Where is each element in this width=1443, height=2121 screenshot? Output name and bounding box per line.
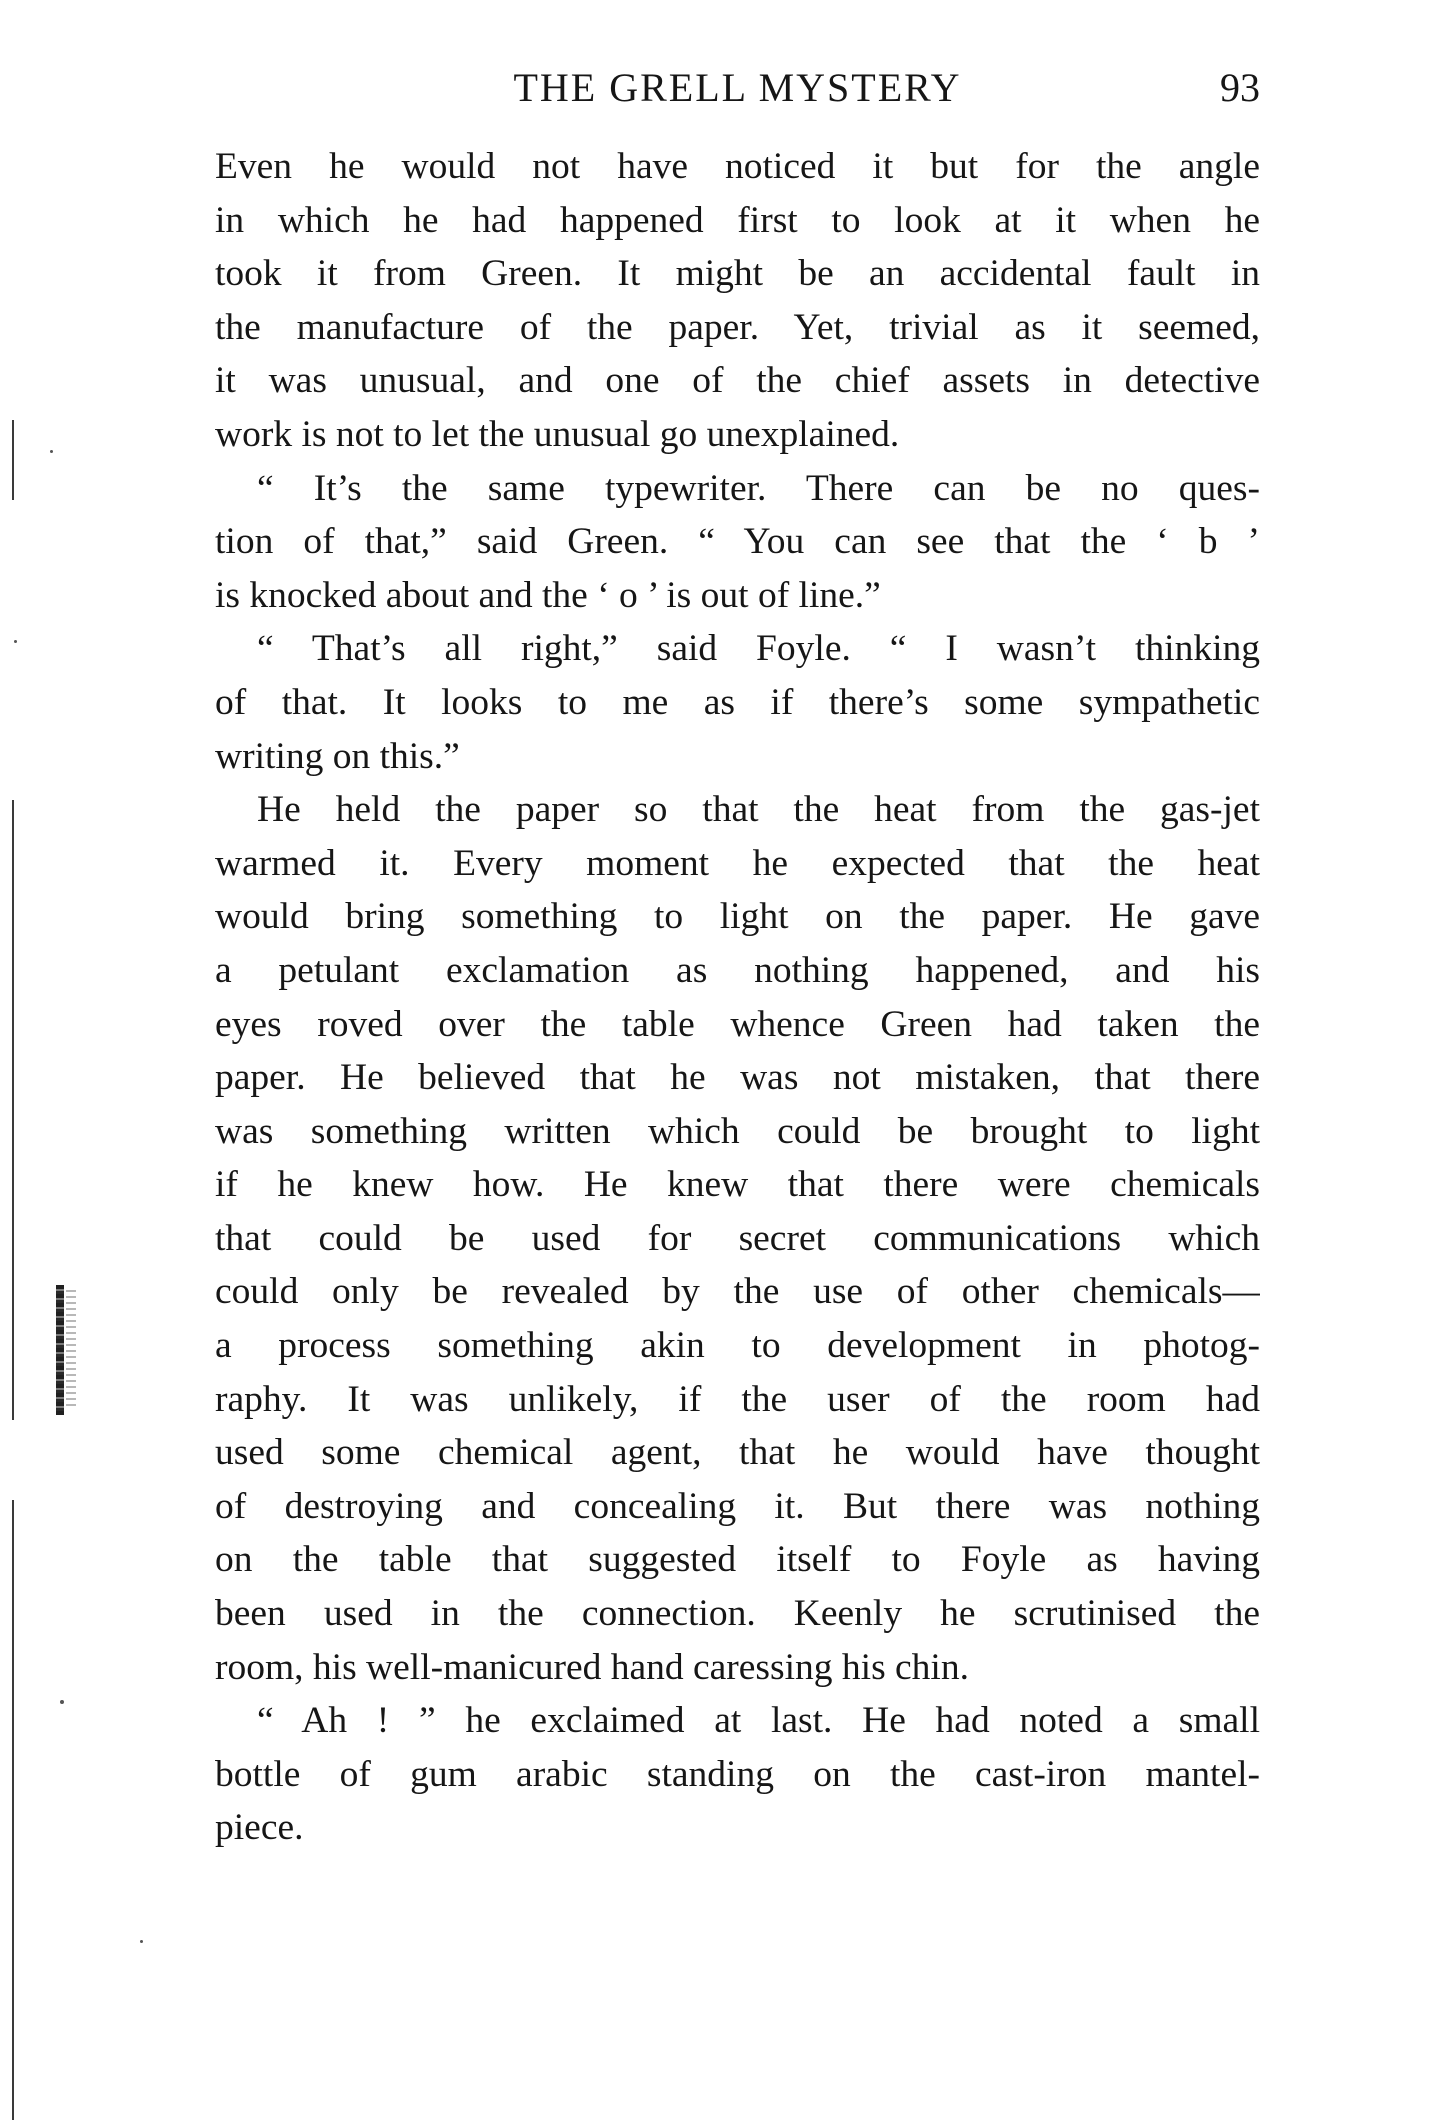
text-line: was something written which could be brought to light [215, 1110, 1260, 1152]
scan-artifact-mark [66, 1290, 76, 1410]
gutter-speck [60, 1700, 64, 1704]
running-title: THE GRELL MYSTERY [513, 65, 962, 110]
gutter-rule [12, 420, 14, 500]
text-line: room, his well-manicured hand caressing his chin. [215, 1646, 969, 1688]
gutter-speck [14, 640, 17, 643]
text-line: “ Ah ! ” he exclaimed at last. He had noted a small [257, 1700, 1260, 1742]
text-line: of that. It looks to me as if there’s some sympathetic [215, 681, 1260, 723]
text-line: “ It’s the same typewriter. There can be no ques- [257, 467, 1260, 509]
gutter-speck [50, 450, 53, 453]
gutter-speck [140, 1940, 143, 1943]
text-line: a process something akin to development in photog- [215, 1325, 1260, 1367]
gutter-rule [12, 800, 14, 1420]
scanned-gutter-margin [0, 0, 120, 2121]
running-head [215, 58, 1260, 118]
text-line: tion of that,” said Green. “ You can see that the ‘ b ’ [215, 521, 1260, 563]
text-line: paper. He believed that he was not mistaken, that there [215, 1057, 1260, 1099]
text-line: been used in the connection. Keenly he scrutinised the [215, 1593, 1260, 1635]
scan-artifact-mark [56, 1285, 64, 1415]
text-line: it was unusual, and one of the chief assets in detective [215, 360, 1260, 402]
body-text [215, 140, 1260, 1855]
text-line: “ That’s all right,” said Foyle. “ I wasn’t thinking [257, 628, 1260, 670]
text-line: used some chemical agent, that he would have thought [215, 1432, 1260, 1474]
text-line: could only be revealed by the use of other chemicals— [215, 1271, 1260, 1313]
text-line: bottle of gum arabic standing on the cast-iron mantel- [215, 1753, 1260, 1795]
text-line: warmed it. Every moment he expected that the heat [215, 842, 1260, 884]
text-line: took it from Green. It might be an accidental fault in [215, 253, 1260, 295]
text-line: would bring something to light on the paper. He gave [215, 896, 1260, 938]
text-line: if he knew how. He knew that there were chemicals [215, 1164, 1260, 1206]
page-number: 93 [1220, 65, 1260, 110]
gutter-rule [12, 1500, 14, 2120]
text-line: is knocked about and the ‘ o ’ is out of line.” [215, 574, 881, 616]
text-line: the manufacture of the paper. Yet, trivial as it seemed, [215, 306, 1260, 348]
text-line: He held the paper so that the heat from the gas-jet [257, 789, 1260, 831]
text-line: work is not to let the unusual go unexplained. [215, 413, 900, 455]
text-line: that could be used for secret communications which [215, 1217, 1260, 1259]
text-line: raphy. It was unlikely, if the user of the room had [215, 1378, 1260, 1420]
text-line: on the table that suggested itself to Foyle as having [215, 1539, 1260, 1581]
text-line: Even he would not have noticed it but for the angle [215, 146, 1260, 187]
text-line: of destroying and concealing it. But there was nothing [215, 1485, 1260, 1527]
text-line: piece. [215, 1807, 304, 1849]
text-line: a petulant exclamation as nothing happened, and his [215, 949, 1260, 991]
text-line: eyes roved over the table whence Green had taken the [215, 1003, 1260, 1045]
text-line: writing on this.” [215, 735, 460, 777]
text-line: in which he had happened first to look at it when he [215, 199, 1260, 241]
